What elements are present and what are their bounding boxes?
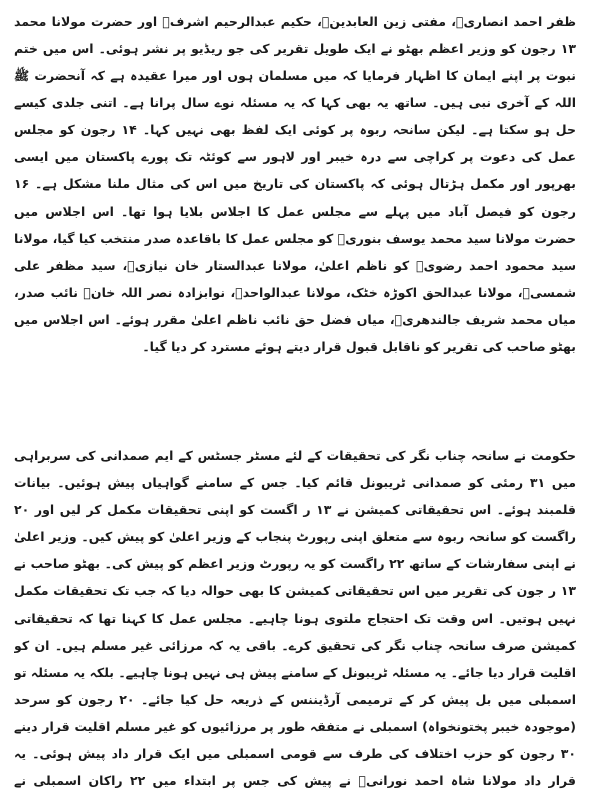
paragraph-4: ۳۰ رجون کو حزب اختلاف کی طرف سے قومی اسمبلی میں ایک قرار داد پیش ہوئی۔ یہ قرار داد مولانا شاہ احمد نورانیؒ نے پیش کی جس پر ابتداء میں ۲۲ راکان اسمبلی نے [14, 746, 576, 789]
document-page [14, 8, 576, 792]
paragraph-3: حکومت نے سانحہ چناب نگر کی تحقیقات کے لئے مسٹر جسٹس کے ایم صمدانی کی سربراہی میں ۳۱ رمئی کو صمدانی ٹریبونل قائم کیا۔ جس کے سامنے گواہیاں پیش ہوئیں۔ بیانات قلمبند ہوئے۔ اس تحقیقاتی کمیشن نے ۱۳ ر اگست کو اپنی تحقیقات مکمل کر لیں اور ۲۰ راگست کو سانحہ ربوہ سے متعلق اپنی رپورٹ پنجاب کے وزیر اعلیٰ کو پیش کیں۔ وزیر اعلیٰ نے اپنی سفارشات کے ساتھ ۲۲ راگست کو یہ رپورٹ وزیر اعظم کو پیش کی۔ بھٹو صاحب نے ۱۳ ر جون کی تقریر میں اس تحقیقاتی کمیشن کا بھی حوالہ دیا کہ جب تک تحقیقات مکمل نہیں ہوتیں۔ اس وقت تک احتجاج ملتوی ہونا چاہیے۔ مجلس عمل کا کہنا تھا کہ تحقیقاتی کمیشن صرف سانحہ چناب نگر کی تحقیق کرے۔ باقی یہ کہ مرزائی غیر مسلم ہیں۔ ان کو اقلیت قرار دیا جائے۔ یہ مسئلہ ٹریبونل کے سامنے پیش ہی نہیں ہونا چاہیے۔ بلکہ یہ مسئلہ تو اسمبلی میں بل پیش کر کے ترمیمی آرڈیننس کے ذریعہ حل کیا جائے۔ ۲۰ رجون کو سرحد (موجودہ خیبر پختونخواہ) اسمبلی نے متفقہ طور پر مرزائیوں کو غیر مسلم اقلیت قرار دینے [14, 448, 576, 734]
paragraph-2: ۱۳ رجون کو وزیر اعظم بھٹو نے ایک طویل تقریر کی جو ریڈیو پر نشر ہوئی۔ اس میں ختم نبوت پر اپنے ایمان کا اظہار فرمایا کہ میں مسلمان ہوں اور میرا عقیدہ ہے کہ آنحضرت ﷺ اللہ کے آخری نبی ہیں۔ ساتھ یہ بھی کہا کہ یہ مسئلہ نوے سال پرانا ہے۔ اتنی جلدی کیسے حل ہو سکتا ہے۔ لیکن سانحہ ربوہ پر کوئی ایک لفظ بھی نہیں کہا۔ ۱۴ رجون کو مجلس عمل کی دعوت پر کراچی سے درہ خیبر اور لاہور سے کوئٹہ تک پورے پاکستان میں ایسی بھرپور اور مکمل ہڑتال ہوئی کہ پاکستان کی تاریخ میں اس کی مثال ملنا مشکل ہے۔ ۱۶ رجون کو فیصل آباد میں پہلے سے مجلس عمل کا اجلاس بلایا ہوا تھا۔ اس اجلاس میں حضرت مولانا سید محمد یوسف بنوریؒ کو مجلس عمل کا باقاعدہ صدر منتخب کیا گیا، مولانا سید محمود احمد رضویؒ کو ناظم اعلیٰ، مولانا عبدالستار خان نیازیؒ، سید مظفر علی شمسیؒ، مولانا عبدالحق اکوڑہ خٹک، مولانا عبدالواحدؒ، نوابزادہ نصر اللہ خانؒ نائب صدر، میاں محمد شریف جالندھریؒ، میاں فضل حق نائب ناظم اعلیٰ مقرر ہوئے۔ اس اجلاس میں بھٹو صاحب کی تقریر کو ناقابل قبول قرار دیتے ہوئے مسترد کر دیا گیا۔ [14, 41, 576, 355]
paragraph-1: ظفر احمد انصاریؒ، مفتی زین العابدینؒ، حکیم عبدالرحیم اشرفؒ اور حضرت مولانا محمد [14, 14, 576, 29]
